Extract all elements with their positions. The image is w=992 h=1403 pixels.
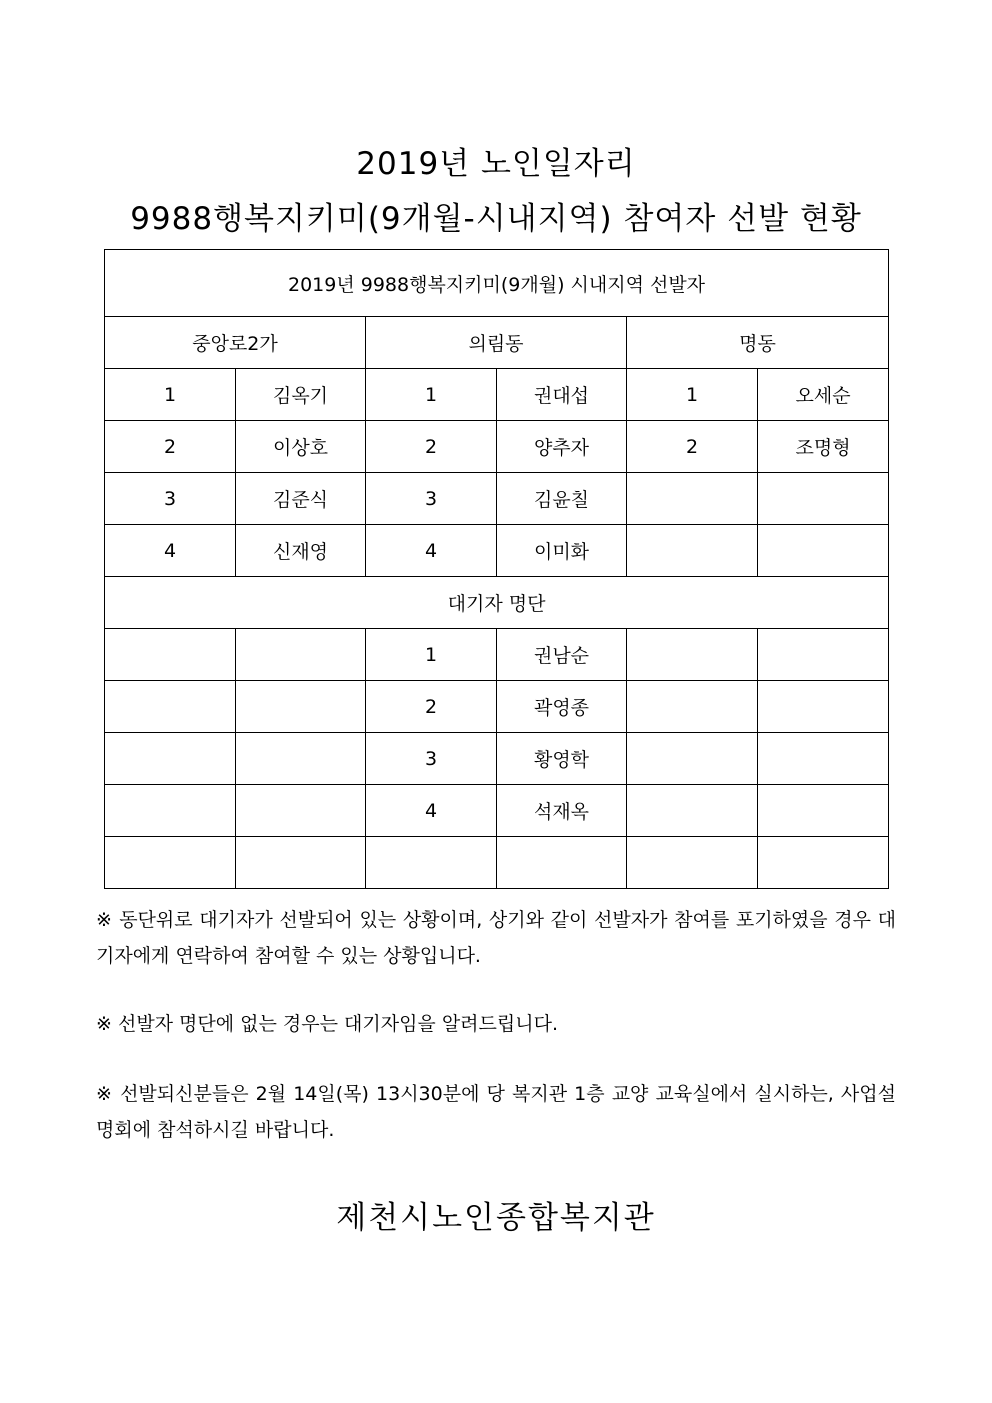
- note-not-selected: ※ 선발자 명단에 없는 경우는 대기자임을 알려드립니다.: [96, 1013, 558, 1035]
- table-cell: [627, 733, 758, 785]
- table-cell: [758, 785, 889, 837]
- table-cell: [105, 785, 236, 837]
- table-cell: 3: [366, 473, 497, 525]
- table-cell: 권남순: [497, 629, 627, 681]
- table-cell: [758, 681, 889, 733]
- table-cell: [627, 473, 758, 525]
- table-cell: [758, 733, 889, 785]
- district-jungangro: 중앙로2가: [105, 317, 366, 369]
- table-cell: 1: [366, 629, 497, 681]
- table-cell: 권대섭: [497, 369, 627, 421]
- table-cell: [236, 629, 366, 681]
- table-cell: [236, 681, 366, 733]
- page-title: 2019년 노인일자리: [356, 146, 636, 182]
- table-cell: [758, 525, 889, 577]
- table-cell: [758, 629, 889, 681]
- table-cell: 조명형: [758, 421, 889, 473]
- table-cell: [236, 733, 366, 785]
- table-cell: 4: [366, 785, 497, 837]
- table-cell: [105, 837, 236, 889]
- table-row: [105, 681, 889, 733]
- district-uirim: 의림동: [366, 317, 627, 369]
- table-cell: 이상호: [236, 421, 366, 473]
- table-cell: [758, 473, 889, 525]
- district-myeong: 명동: [627, 317, 889, 369]
- table-row: [105, 369, 889, 421]
- table-cell: 3: [105, 473, 236, 525]
- table-cell: 오세순: [758, 369, 889, 421]
- table-cell: [105, 681, 236, 733]
- table-cell: [627, 525, 758, 577]
- table-cell: 1: [627, 369, 758, 421]
- table-cell: 4: [105, 525, 236, 577]
- table-cell: 1: [366, 369, 497, 421]
- table-cell: 2: [105, 421, 236, 473]
- table-cell: [497, 837, 627, 889]
- table-cell: [627, 629, 758, 681]
- table-cell: [366, 837, 497, 889]
- note-waitlist-policy: ※ 동단위로 대기자가 선발되어 있는 상황이며, 상기와 같이 선발자가 참여를 포기하였을 경우 대기자에게 연락하여 참여할 수 있는 상황입니다.: [96, 909, 896, 967]
- table-cell: 2: [366, 421, 497, 473]
- table-cell: [627, 785, 758, 837]
- selection-table: [104, 249, 889, 889]
- table-cell: 신재영: [236, 525, 366, 577]
- table-cell: 김윤칠: [497, 473, 627, 525]
- table-cell: 3: [366, 733, 497, 785]
- table-cell: [105, 733, 236, 785]
- table-cell: 양추자: [497, 421, 627, 473]
- waitlist-label: 대기자 명단: [105, 577, 889, 629]
- table-cell: 김옥기: [236, 369, 366, 421]
- table-cell: 2: [627, 421, 758, 473]
- table-row: [105, 525, 889, 577]
- table-row: [105, 785, 889, 837]
- table-cell: [758, 837, 889, 889]
- table-cell: 4: [366, 525, 497, 577]
- note-briefing-session: ※ 선발되신분들은 2월 14일(목) 13시30분에 당 복지관 1층 교양 교육실에서 실시하는, 사업설명회에 참석하시길 바랍니다.: [96, 1083, 896, 1141]
- table-row: [105, 837, 889, 889]
- organization-name: 제천시노인종합복지관: [336, 1200, 656, 1236]
- table-row: [105, 421, 889, 473]
- table-cell: 김준식: [236, 473, 366, 525]
- table-cell: [627, 681, 758, 733]
- table-cell: [236, 837, 366, 889]
- page-subtitle: 9988행복지키미(9개월-시내지역) 참여자 선발 현황: [130, 201, 862, 237]
- table-row: [105, 473, 889, 525]
- table-cell: [627, 837, 758, 889]
- table-cell: [236, 785, 366, 837]
- table-cell: [105, 629, 236, 681]
- table-cell: 1: [105, 369, 236, 421]
- table-cell: 곽영종: [497, 681, 627, 733]
- table-cell: 이미화: [497, 525, 627, 577]
- table-cell: 석재옥: [497, 785, 627, 837]
- table-row: [105, 733, 889, 785]
- table-cell: 2: [366, 681, 497, 733]
- table-cell: 황영학: [497, 733, 627, 785]
- table-row: [105, 629, 889, 681]
- table-header: 2019년 9988행복지키미(9개월) 시내지역 선발자: [105, 250, 889, 317]
